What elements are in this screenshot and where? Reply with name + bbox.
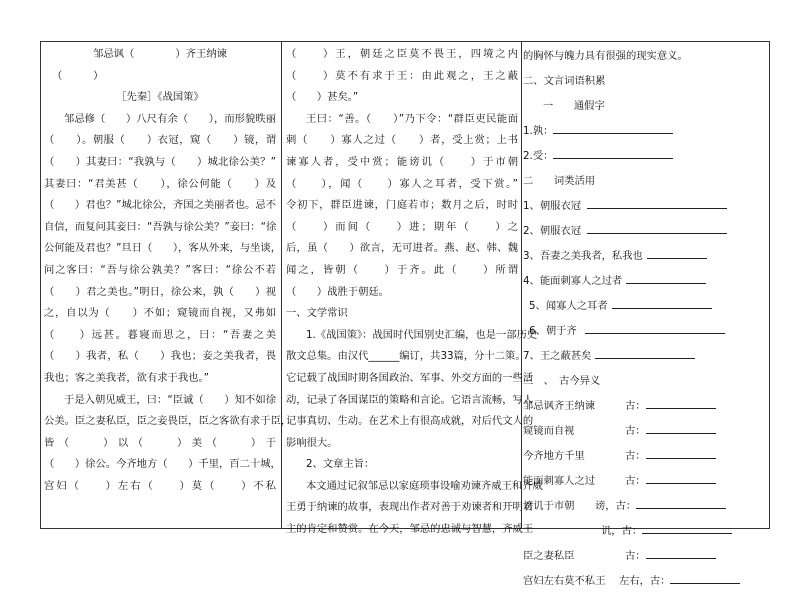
text-line: 它记载了战国时期各国政治、军事、外交方面的一些活 [286,371,534,384]
answer-blank[interactable] [646,396,716,409]
text-line: 闻之，皆朝（ ）于齐。此（ ）所谓 [286,263,518,276]
exercise-item: 今齐地方千里 古： [523,444,771,469]
text-line: 皆（ ）以（ ）美（ ）于 [44,436,276,449]
text-line: 王曰：“善。（ ）”乃下令：“群臣吏民能面 [306,112,518,125]
text-line: 主的肯定和赞赏。在今天，邹忌的忠诚与智慧，齐威王 [286,523,534,536]
answer-blank[interactable] [636,496,726,509]
exercise-item: 2、朝服衣冠 [523,219,771,244]
exercise-item: 6、朝于齐 [523,319,771,344]
column-divider-1 [281,41,282,529]
text-line: 记事真切、生动。在艺术上有很高成就，对后代文人的 [286,415,534,428]
answer-blank[interactable] [553,121,673,134]
text-line: 之，自以为（ ）不如；窥镜而自视，又弗如 [44,307,276,320]
answer-blank[interactable] [646,446,716,459]
column-divider-2 [521,41,522,529]
text-line: 问之客曰：“吾与徐公孰美？”客曰：“徐公不若 [44,263,276,276]
text-line: 邹忌讽（ ）齐王纳谏 [93,48,227,60]
answer-blank[interactable] [585,321,725,334]
exercise-item: 1.孰： [523,119,771,144]
exercise-item: 臣之妻私臣 古： [523,544,771,569]
text-line: 邹忌修（ ）八尺有余（ ），而形貌昳丽 [64,112,276,125]
exercise-item: 邹忌讽齐王纳谏 古： [523,394,771,419]
answer-blank[interactable] [646,421,716,434]
subsection-heading: 一 通假字 [543,100,605,112]
text-line: 王勇于纳谏的故事，表现出作者对善于劝谏者和开明君 [286,501,534,514]
text-line: 1.《战国策》：战国时代国别史汇编，也是一部历史 [306,328,538,341]
text-line: （ ）我者，私（ ）我也；妾之美我者，畏 [44,350,276,363]
text-line: 的胸怀与魄力具有很强的现实意义。 [523,50,688,62]
exercise-item: 窥镜而自视 古： [523,419,771,444]
text-line: （ ）君也？”城北徐公，齐国之美丽者也。忌不 [44,199,276,212]
text-line: 本文通过记叙邹忌以家庭琐事设喻劝谏齐威王和齐威 [306,479,543,492]
exercise-item: 5、闻寡人之耳者 [523,294,771,319]
text-line: 影响很大。 [286,436,338,449]
text-line: （ ）徐公。今齐地方（ ）千里，百二十城， [44,458,281,471]
text-line: （ ）战胜于朝廷。 [286,285,389,298]
section-heading: 2、文章主旨： [306,458,375,471]
text-line: 刺（ ）寡人之过（ ）者，受上赏；上书 [286,134,518,147]
answer-blank[interactable] [595,346,695,359]
section-heading: 三 、 古今异义 [523,375,601,387]
subsection-heading: 二 词类活用 [523,175,596,187]
text-line: （ ）君之美也。”明日，徐公来，孰（ ）视 [44,285,276,298]
text-line: ［先秦］《战国策》 [116,91,204,104]
text-line: （ ） [52,69,104,82]
text-line: 后，虽（ ）欲言，无可进者。燕、赵、韩、魏 [286,242,518,255]
text-line: （ ）而间（ ）进；期年（ ）之 [286,220,518,233]
answer-blank[interactable] [612,296,712,309]
text-line: （ ）。朝服（ ）衣冠，窥（ ）镜，谓 [44,134,276,147]
text-line: 于是入朝见威王，曰：“臣诚（ ）知不如徐 [64,393,276,406]
column-1 [44,44,292,497]
answer-blank[interactable] [587,196,727,209]
text-line: 令初下，群臣进谏，门庭若市；数月之后，时时 [286,199,518,212]
text-line: 动，记录了各国谋臣的策略和言论。它语言流畅，写人 [286,393,534,406]
answer-blank[interactable] [642,521,732,534]
text-line: 公何能及君也？”旦日（ ），客从外来，与坐谈， [44,242,282,255]
answer-blank[interactable] [587,221,727,234]
text-line: 公美。臣之妻私臣，臣之妾畏臣，臣之客欲有求于臣， [44,415,292,428]
text-line: 我也；客之美我者，欲有求于我也。” [44,371,209,384]
answer-blank[interactable] [553,146,673,159]
exercise-item: 宫妇左右莫不私王 左右，古： [523,569,771,594]
text-line: （ ）甚矣。” [286,91,359,104]
column-3 [523,44,771,594]
text-line: （ ）远甚。暮寝而思之，曰：“吾妻之美 [44,328,276,341]
text-line: 宫妇（ ）左右（ ）莫（ ）不私 [44,479,276,492]
exercise-item: 7、王之蔽甚矣 [523,344,771,369]
text-line: （ ）其妻曰：“我孰与（ ）城北徐公美？” [44,155,276,168]
text-line: （ ）莫不有求于王：由此观之，王之蔽 [286,69,518,82]
text-line: （ ），闻（ ）寡人之耳者，受下赏。” [286,177,518,190]
text-line: （ ）王，朝廷之臣莫不畏王，四境之内 [286,48,518,60]
exercise-item: 4、能面刺寡人之过者 [523,269,771,294]
exercise-item: 谤讥于市朝 谤，古： [523,494,771,519]
exercise-item: 1、朝服衣冠 [523,194,771,219]
text-line: 谏寡人者，受中赏；能谤讥（ ）于市朝 [286,155,518,168]
exercise-item: 讥，古： [523,519,771,544]
exercise-item: 2.受： [523,144,771,169]
answer-blank[interactable] [670,571,740,584]
section-heading: 二、文言词语积累 [523,75,606,87]
answer-blank[interactable] [647,246,707,259]
answer-blank[interactable] [646,471,716,484]
answer-blank[interactable] [646,546,716,559]
exercise-item: 能面刺寡人之过 古： [523,469,771,494]
text-line: 自信，而复问其妾曰：“吾孰与徐公美？”妾曰：“徐 [44,220,277,233]
section-heading: 一、文学常识 [286,307,348,320]
answer-blank[interactable] [626,271,706,284]
text-line: 其妻曰：“君美甚（ ），徐公何能（ ）及 [44,177,276,190]
text-line: 散文总集。由汉代______编订，共33篇，分十二策。 [286,350,526,363]
exercise-item: 3、吾妻之美我者，私我也 [523,244,771,269]
